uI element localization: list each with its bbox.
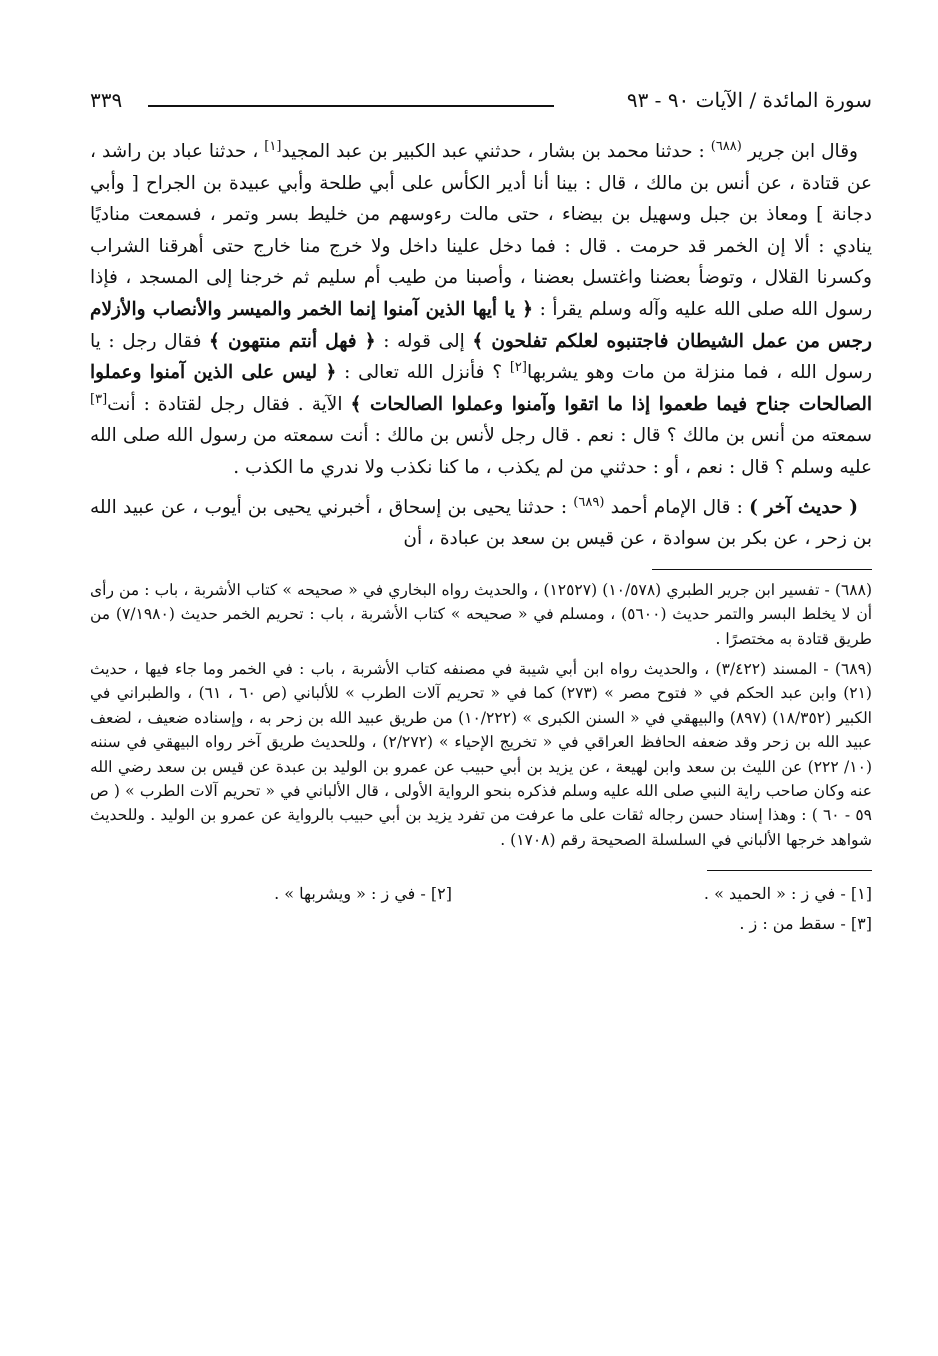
page-header	[90, 82, 872, 122]
text-run: ، حدثنا عباد بن راشد ، عن قتادة ، عن أنس بن مالك ، قال : بينا أنا أدير الكأس على أبي طلحة وأبي عبيدة بن الجراح [ وأبي دجانة ] ومعاذ بن جبل وسهيل بن بيضاء ، حتى مالت رءوسهم من خليط بسر وتمر ، فسمعت مناديًا ينادي : ألا إن الخمر قد حرمت . قال : فما دخل علينا داخل ولا خرج منا خارج حتى أهرقنا الشراب وكسرنا القلال ، وتوضأ بعضنا واغتسل بعضنا ، وأصبنا من طيب أم سليم ثم خرجنا إلى المسجد ، فإذا رسول الله صلى الله عليه وآله وسلم يقرأ :	[90, 141, 873, 320]
variant-number: [٢] -	[420, 884, 452, 904]
variants-row	[90, 909, 872, 939]
variant-note	[452, 879, 872, 909]
footnote-number: (٦٨٨) -	[824, 580, 872, 599]
variant-ref: [٣]	[90, 391, 108, 407]
variant-number: [١] -	[840, 884, 872, 904]
text-run: وقال ابن جرير	[747, 141, 858, 162]
variants-rule	[707, 870, 872, 871]
variant-ref: [٢]	[509, 360, 527, 375]
variant-note	[32, 879, 452, 909]
footnotes	[90, 578, 872, 852]
surah-title: سورة المائدة / الآيات ٩٠ - ٩٣	[626, 88, 872, 112]
footnote	[90, 578, 872, 651]
book-page	[90, 82, 872, 939]
variant-ref: [١]	[264, 138, 282, 154]
footnote-rule	[652, 569, 872, 570]
text-run: إلى قوله :	[383, 330, 465, 352]
text-run: : حدثنا محمد بن بشار ، حدثني عبد الكبير بن عبد المجيد	[281, 141, 705, 162]
paragraph-another-hadith	[90, 492, 872, 555]
section-lead: ( حديث آخر )	[749, 496, 858, 518]
page-number: ٣٣٩	[90, 88, 123, 112]
text-run: فقال رجل : يا رسول الله ، فما منزلة من مات وهو يشربها	[90, 330, 873, 384]
variant-number: [٣] -	[840, 914, 872, 934]
header-rule	[148, 105, 554, 107]
footnote	[90, 657, 872, 852]
text-run: سمعته من أنس بن مالك ؟ قال : نعم . قال رجل لأنس بن مالك : أنت سمعته من رسول الله صلى الله عليه وسلم ؟ قال : نعم ، أو : حدثني من لم يكذب ، ما كنا نكذب ولا ندري ما الكذب .	[90, 425, 872, 478]
text-run: : حدثنا يحيى بن إسحاق ، أخبرني يحيى بن أيوب ، عن عبيد الله بن زحر ، عن بكر بن سوادة ، عن قيس بن سعد بن عبادة ، أن	[90, 496, 872, 550]
variant-note	[452, 909, 872, 939]
footnote-ref: (٦٨٨)	[710, 138, 742, 154]
main-text	[90, 136, 872, 555]
text-run: الآية . فقال رجل لقتادة : أنت	[107, 393, 343, 415]
variant-text: في ز : « الحميد » .	[703, 884, 836, 904]
paragraph-tafsir-hadith	[90, 136, 872, 484]
footnote-text: تفسير ابن جرير الطبري (١٠/٥٧٨) (١٢٥٢٧) ، والحديث رواه البخاري في « صحيحه » كتاب الأشربة ، باب : من رأى أن لا يخلط البسر والتمر حديث (٥٦٠٠) ، ومسلم في « صحيحه » كتاب الأشربة ، باب : تحريم الخمر حديث (٧/١٩٨٠) من طريق قتادة به مختصرًا .	[90, 580, 873, 648]
footnote-ref: (٦٨٩)	[573, 494, 605, 510]
variants-row	[90, 879, 872, 909]
quran-verse: ﴿ ليس على الذين آمنوا وعملوا الصالحات جناح فيما طعموا إذا ما اتقوا وآمنوا وعملوا الصالحات ﴾	[90, 362, 873, 415]
manuscript-variants	[90, 879, 872, 939]
variant-text: في ز : « ويشربها » .	[274, 884, 416, 904]
footnote-text: المسند (٣/٤٢٢) ، والحديث رواه ابن أبي شيبة في مصنفه كتاب الأشربة ، باب : في الخمر وما جاء فيها ، حديث (٢١) وابن عبد الحكم في « فتوح مصر » (٢٧٣) كما في « تحريم آلات الطرب » للألباني (ص ٦٠ ، ٦١) ، والطبراني في الكبير (١٨/٣٥٢) (٨٩٧) والبيهقي في « السنن الكبرى » (١٠/٢٢٢) من طريق عبيد الله بن زحر به ، وإسناده ضعيف ، لضعف عبيد الله بن زحر وقد ضعفه الحافظ العراقي في « تخريج الإحياء » (٢/٢٧٢) ، وللحديث طريق آخر رواه البيهقي في سننه (١٠/ ٢٢٢) عن الليث بن سعد وابن لهيعة ، عن يزيد بن أبي حبيب عن عمرو بن الوليد بن عبدة عن قيس بن سعد رضي الله عنه وكان صاحب راية النبي صلى الله عليه وسلم فذكره بنحو الرواية الأولى ، قال الألباني في « تحريم آلات الطرب » ( ص ٥٩ - ٦٠ ) : وهذا إسناد حسن رجاله ثقات على ما عرفت من تفرد يزيد بن أبي حبيب بالرواية عن عمرو بن الوليد . وللحديث شواهد خرجها الألباني في السلسلة الصحيحة رقم (١٧٠٨) .	[90, 659, 872, 849]
quran-verse: ﴿ فهل أنتم منتهون ﴾	[209, 330, 376, 352]
quran-verse: ﴿ يا أيها الذين آمنوا إنما الخمر والميسر والأنصاب والأزلام رجس من عمل الشيطان فاجتنبوه لعلكم تفلحون ﴾	[90, 298, 872, 352]
text-run: : قال الإمام أحمد	[610, 496, 743, 518]
footnote-number: (٦٨٩) -	[823, 659, 872, 678]
text-run: ؟ فأنزل الله تعالى :	[344, 362, 503, 384]
variant-text: سقط من : ز .	[739, 914, 836, 934]
